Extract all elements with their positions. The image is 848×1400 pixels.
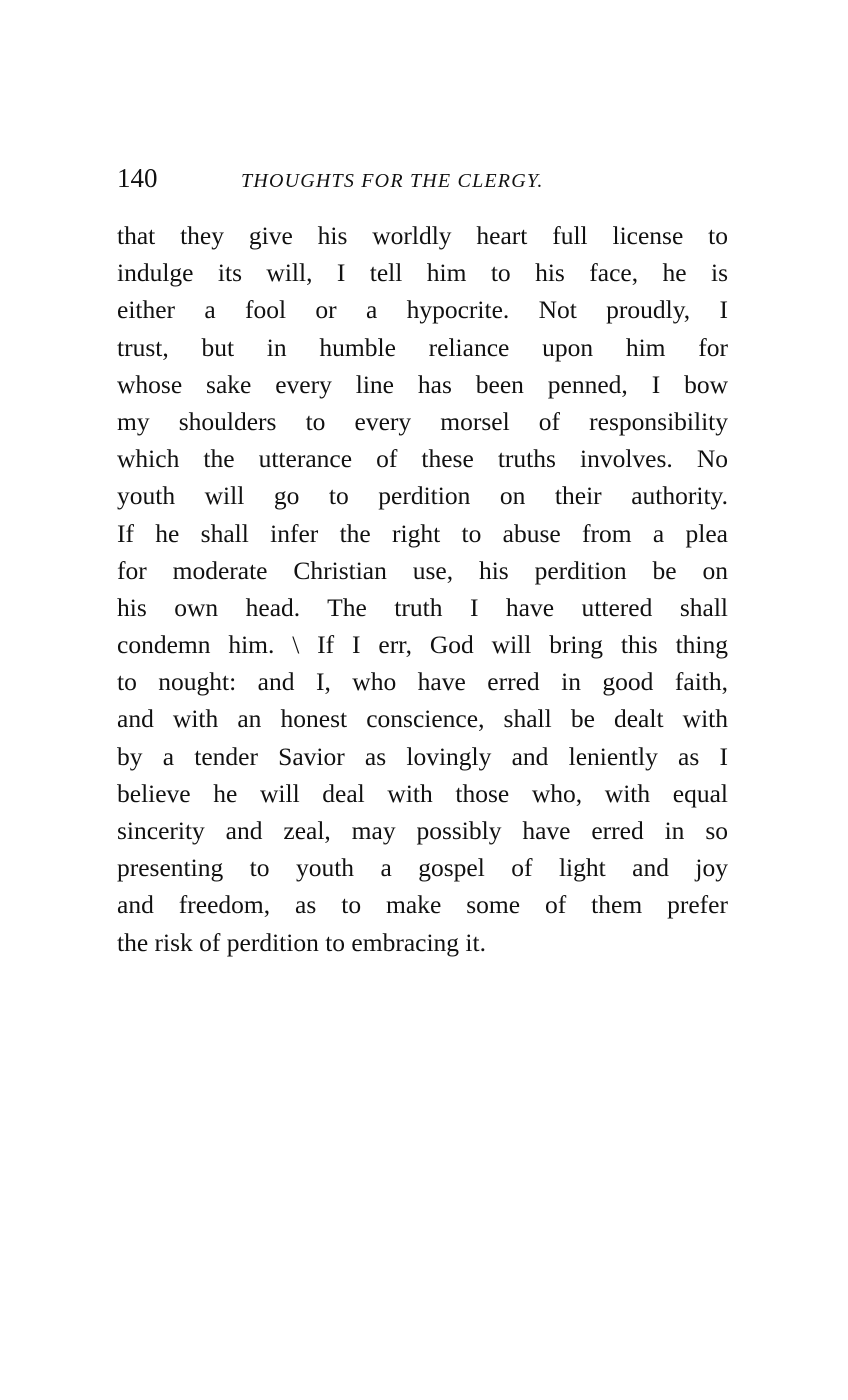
text-line: indulge its will, I tell him to his face, he is [117,258,728,288]
text-line: to nought: and I, who have erred in good faith, [117,667,728,697]
text-line: If he shall infer the right to abuse from a plea [117,518,728,548]
text-line: presenting to youth a gospel of light and joy [117,853,728,883]
text-line: my shoulders to every morsel of responsibility [117,406,728,436]
running-title: THOUGHTS FOR THE CLERGY. [241,170,544,192]
text-line: his own head. The truth I have uttered shall [117,592,728,622]
text-line: whose sake every line has been penned, I bow [117,369,728,399]
text-line: and freedom, as to make some of them prefer [117,890,728,920]
running-head [117,160,617,200]
body-paragraph [117,217,728,961]
text-line: which the utterance of these truths involves. No [117,444,728,474]
text-line: condemn him. \ If I err, God will bring this thing [117,630,728,660]
text-line: for moderate Christian use, his perdition be on [117,555,728,585]
text-line: sincerity and zeal, may possibly have erred in so [117,816,728,845]
text-line: either a fool or a hypocrite. Not proudly, I [117,295,728,325]
text-line: trust, but in humble reliance upon him for [117,332,728,362]
page-number: 140 [117,163,158,193]
text-line: by a tender Savior as lovingly and leniently as I [117,741,728,771]
text-line: youth will go to perdition on their authority. [117,481,728,511]
text-line: the risk of perdition to embracing it. [117,927,486,957]
text-line: believe he will deal with those who, with equal [117,778,728,808]
text-line: that they give his worldly heart full license to [117,221,728,250]
text-line: and with an honest conscience, shall be dealt with [117,704,728,734]
